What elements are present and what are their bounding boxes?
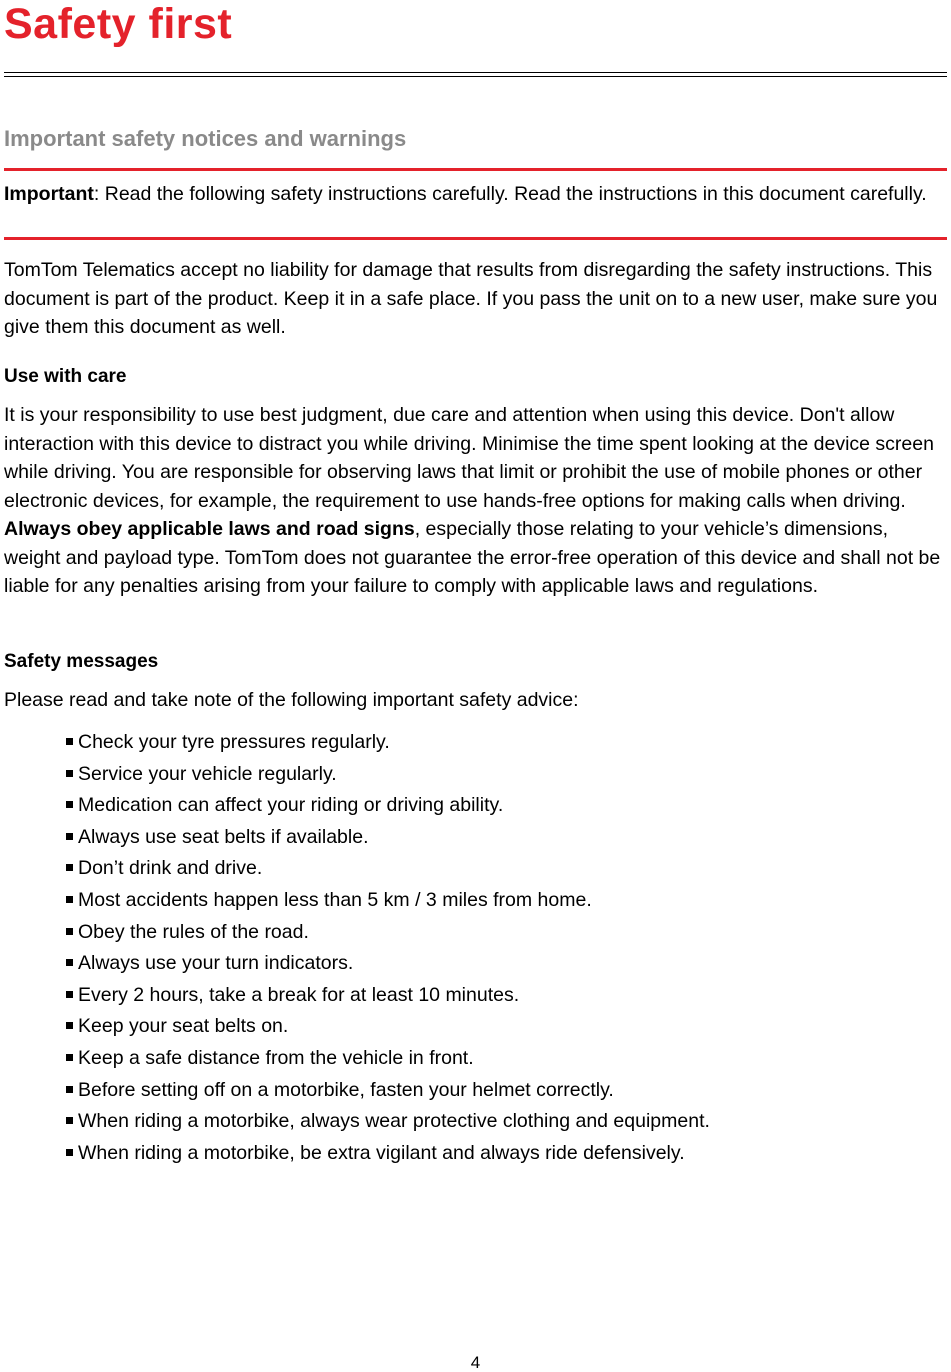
square-bullet-icon <box>66 864 73 871</box>
section-subtitle: Important safety notices and warnings <box>4 126 407 151</box>
square-bullet-icon <box>66 1149 73 1156</box>
square-bullet-icon <box>66 1022 73 1029</box>
page-number: 4 <box>470 1353 481 1372</box>
intro-paragraph: TomTom Telematics accept no liability for damage that results from disregarding the safety instructions. This document is part of the product. Keep it in a safe place. If you pass the unit on to a new user, make sure you give them this document as well. <box>4 259 938 338</box>
important-paragraph <box>4 180 947 209</box>
safety-messages-heading: Safety messages <box>4 651 159 672</box>
important-text: : Read the following safety instructions carefully. Read the instructions in this document carefully. <box>93 183 927 205</box>
square-bullet-icon <box>66 991 73 998</box>
square-bullet-icon <box>66 1054 73 1061</box>
square-bullet-icon <box>66 738 73 745</box>
use-with-care-paragraph <box>4 401 947 601</box>
safety-messages-intro: Please read and take note of the following important safety advice: <box>4 689 579 711</box>
important-label: Important <box>4 183 94 205</box>
important-callout <box>4 168 947 240</box>
page-title: Safety first <box>4 0 233 48</box>
use-with-care-heading: Use with care <box>4 366 127 387</box>
use-with-care-text-start: It is your responsibility to use best judgment, due care and attention when using this device. Don't allow interaction with this device to distract you while driving. Minimise the time spent looking at the device screen while driving. You are responsible for observing laws that limit or prohibit the use of mobile phones or other electronic devices, for example, the requirement to use hands-free options for making calls when driving. <box>4 404 934 512</box>
square-bullet-icon <box>66 770 73 777</box>
square-bullet-icon <box>66 801 73 808</box>
square-bullet-icon <box>66 1086 73 1093</box>
square-bullet-icon <box>66 959 73 966</box>
square-bullet-icon <box>66 896 73 903</box>
use-with-care-text-end: , especially those relating to your vehicle’s dimensions, weight and payload type. TomTom does not guarantee the error-free operation of this device and shall not be liable for any penalties arising from your failure to comply with applicable laws and regulations. <box>4 518 941 597</box>
title-double-divider <box>4 72 947 77</box>
square-bullet-icon <box>66 1117 73 1124</box>
use-with-care-bold-text: Always obey applicable laws and road signs <box>4 518 415 540</box>
square-bullet-icon <box>66 928 73 935</box>
square-bullet-icon <box>66 833 73 840</box>
